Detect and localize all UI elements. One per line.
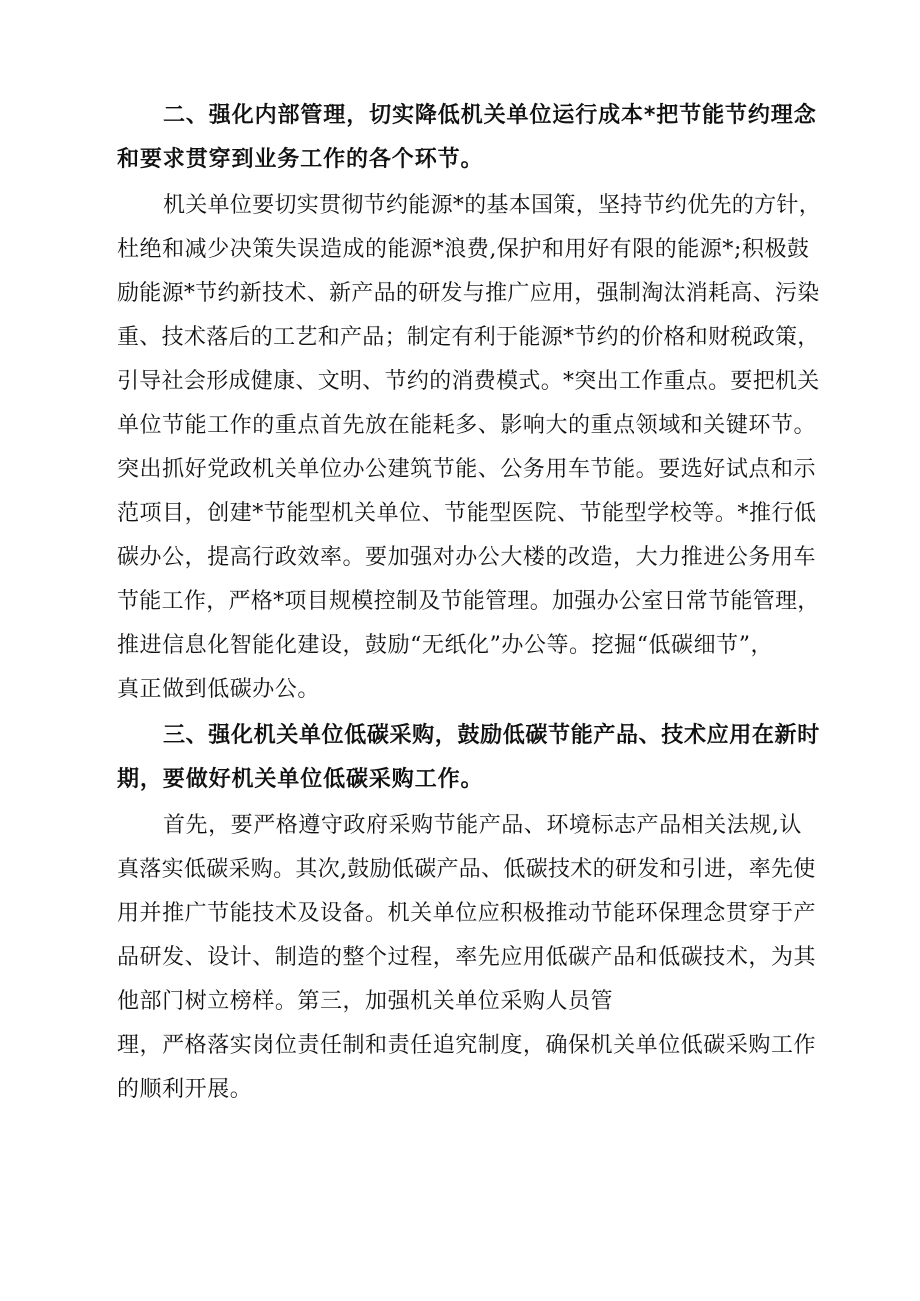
section3-body-line-5: 他部门树立榜样。第三，加强机关单位采购人员管 xyxy=(117,989,614,1014)
section2-heading-line-2: 和要求贯穿到业务工作的各个环节。 xyxy=(117,147,484,172)
section2-body-line-11: 推进信息化智能化建设，鼓励“无纸化”办公等。挖掘“低碳细节”， xyxy=(117,633,774,658)
section2-body-line-9: 碳办公，提高行政效率。要加强对办公大楼的改造，大力推进公务用车 xyxy=(117,545,817,570)
section2-body-line-12: 真正做到低碳办公。 xyxy=(117,677,320,702)
section3-body-line-4: 品研发、设计、制造的整个过程，率先应用低碳产品和低碳技术，为其 xyxy=(117,945,817,970)
section3-body-line-7: 的顺利开展。 xyxy=(117,1077,253,1102)
section2-body-line-8: 范项目，创建*节能型机关单位、节能型医院、节能型学校等。*推行低 xyxy=(117,501,817,526)
section3-body-line-1: 首先，要严格遵守政府采购节能产品、环境标志产品相关法规,认 xyxy=(163,813,802,838)
section3-body-line-2: 真落实低碳采购。其次,鼓励低碳产品、低碳技术的研发和引进，率先使 xyxy=(117,857,816,882)
section2-body-line-3: 励能源*节约新技术、新产品的研发与推广应用，强制淘汰消耗高、污染 xyxy=(117,281,820,306)
section2-body-line-10: 节能工作，严格*项目规模控制及节能管理。加强办公室日常节能管理， xyxy=(117,589,820,614)
section2-body-line-2: 杜绝和减少决策失误造成的能源*浪费,保护和用好有限的能源*;积极鼓 xyxy=(117,237,810,262)
section2-body-line-4: 重、技术落后的工艺和产品；制定有利于能源*节约的价格和财税政策， xyxy=(117,325,820,350)
section2-body-line-6: 单位节能工作的重点首先放在能耗多、影响大的重点领域和关键环节。 xyxy=(117,413,817,438)
section2-body-line-5: 引导社会形成健康、文明、节约的消费模式。*突出工作重点。要把机关 xyxy=(117,369,820,394)
section3-body-line-6: 理，严格落实岗位责任制和责任追究制度，确保机关单位低碳采购工作 xyxy=(117,1033,817,1058)
section3-body-line-3: 用并推广节能技术及设备。机关单位应积极推动节能环保理念贯穿于产 xyxy=(117,901,817,926)
section2-body-line-1: 机关单位要切实贯彻节约能源*的基本国策，坚持节约优先的方针， xyxy=(163,193,822,218)
section3-heading-line-1: 三、强化机关单位低碳采购，鼓励低碳节能产品、技术应用在新时 xyxy=(163,723,820,748)
section2-heading-line-1: 二、强化内部管理，切实降低机关单位运行成本*把节能节约理念 xyxy=(163,103,817,128)
section3-heading-line-2: 期，要做好机关单位低碳采购工作。 xyxy=(117,767,484,792)
section2-body-line-7: 突出抓好党政机关单位办公建筑节能、公务用车节能。要选好试点和示 xyxy=(117,457,817,482)
